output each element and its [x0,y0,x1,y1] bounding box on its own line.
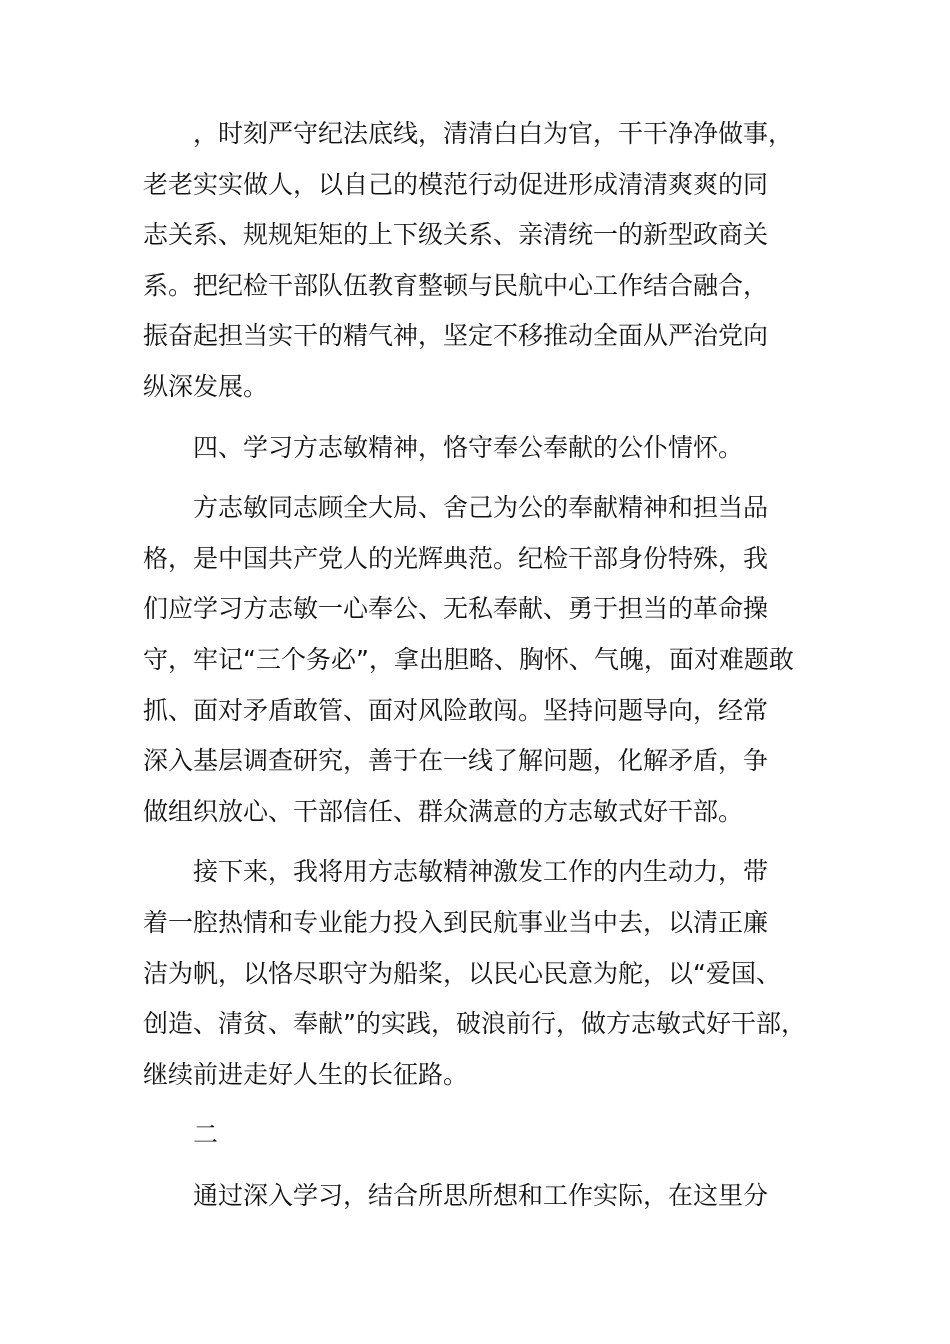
text-line: 守，牢记“三个务必”，拿出胆略、胸怀、气魄，面对难题敢 [143,644,794,674]
text-line: 洁为帆，以恪尽职守为船桨，以民心民意为舵，以“爱国、 [143,958,781,988]
text-line: 抓、面对矛盾敢管、面对风险敢闯。坚持问题导向，经常 [143,695,769,725]
text-line: 们应学习方志敏一心奉公、无私奉献、勇于担当的革命操 [143,594,769,624]
text-line: 创造、清贫、奉献”的实践，破浪前行，做方志敏式好干部， [143,1009,806,1039]
text-line: 纵深发展。 [143,371,269,401]
paragraph-1 [143,109,833,413]
paragraph-3 [143,847,833,1100]
text-line: 通过深入学习，结合所思所想和工作实际，在这里分 [193,1180,769,1210]
text-line: 做组织放心、干部信任、群众满意的方志敏式好干部。 [143,796,744,826]
text-line: 老老实实做人，以自己的模范行动促进形成清清爽爽的同 [143,169,769,199]
section-number-2: 二 [193,1120,219,1150]
text-line: 振奋起担当实干的精气神，坚定不移推动全面从严治党向 [143,321,769,351]
text-line: 接下来，我将用方志敏精神激发工作的内生动力，带 [193,857,769,887]
text-line: 继续前进走好人生的长征路。 [143,1059,469,1089]
document-body [143,109,833,1221]
text-line: 系。把纪检干部队伍教育整顿与民航中心工作结合融合， [143,270,769,300]
paragraph-4 [143,1171,833,1222]
text-line: 格，是中国共产党人的光辉典范。纪检干部身份特殊，我 [143,543,769,573]
text-line: 深入基层调查研究，善于在一线了解问题，化解矛盾，争 [143,746,769,776]
paragraph-2 [143,483,833,837]
text-line: 方志敏同志顾全大局、舍己为公的奉献精神和担当品 [193,493,769,523]
text-line: ，时刻严守纪法底线，清清白白为官，干干净净做事， [193,119,794,148]
text-line: 着一腔热情和专业能力投入到民航事业当中去，以清正廉 [143,907,769,937]
text-line: 志关系、规规矩矩的上下级关系、亲清统一的新型政商关 [143,220,769,250]
section-heading-4: 四、学习方志敏精神，恪守奉公奉献的公仆情怀。 [193,432,744,462]
